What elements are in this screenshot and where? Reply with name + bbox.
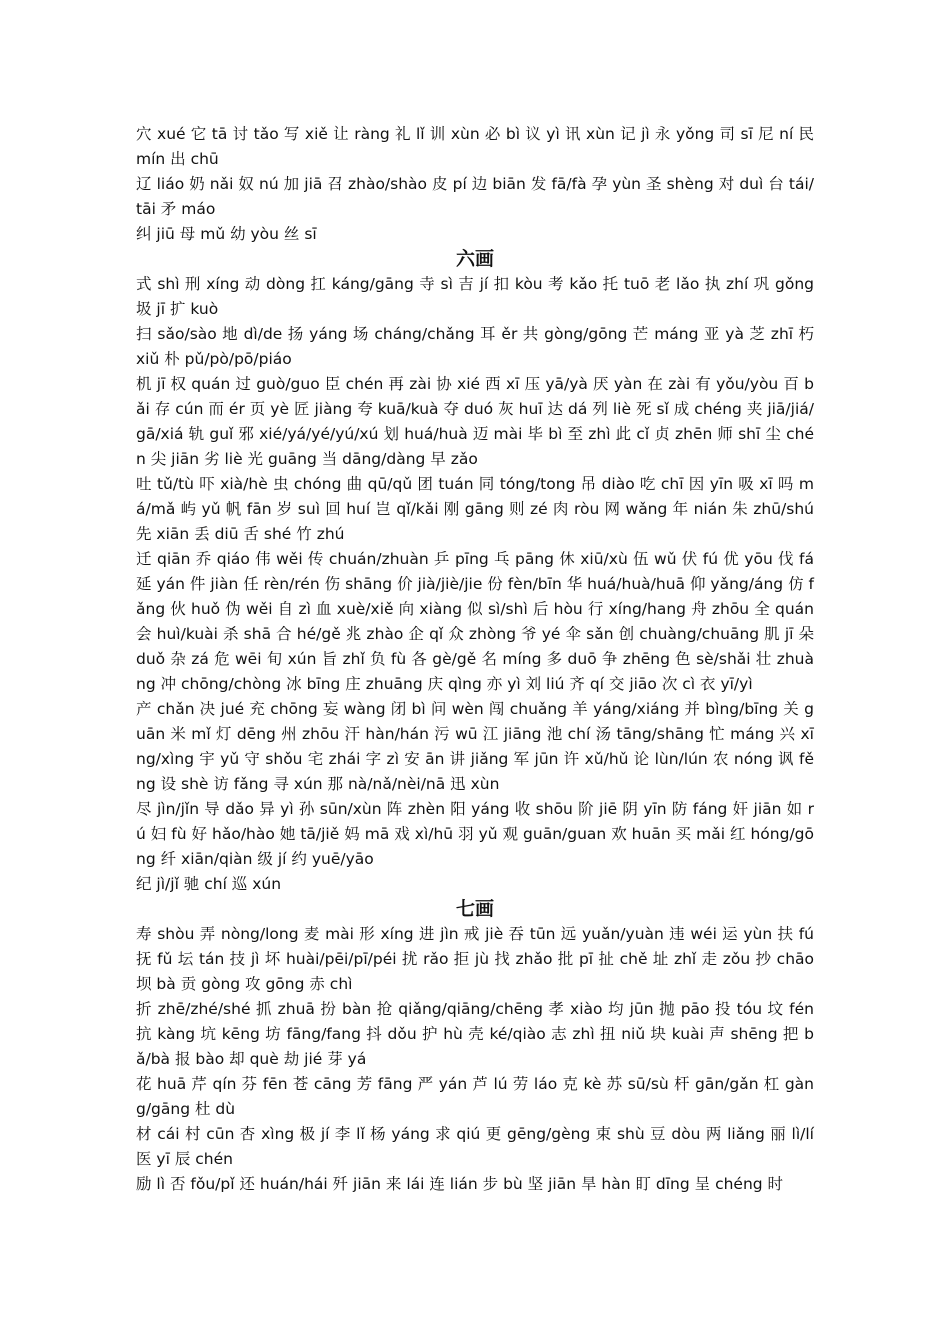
text-paragraph: 式 shì 刑 xíng 动 dòng 扛 káng/gāng 寺 sì 吉 jí 扣 kòu 考 kǎo 托 tuō 老 lǎo 执 zhí 巩 gǒng 圾 jī 扩 kuò xyxy=(136,275,814,318)
text-paragraph: 吐 tǔ/tù 吓 xià/hè 虫 chóng 曲 qū/qǔ 团 tuán 同 tóng/tong 吊 diào 吃 chī 因 yīn 吸 xī 吗 má/mǎ 屿 yǔ 帆 fān 岁 suì 回 huí 岂 qǐ/kǎi 刚 gāng 则 zé 肉 ròu 网 wǎng 年 nián 朱 zhū/shú 先 xiān 丢 diū 舌 shé 竹 zhú xyxy=(136,475,814,543)
text-paragraph: 迁 qiān 乔 qiáo 伟 wěi 传 chuán/zhuàn 乒 pīng 乓 pāng 休 xiū/xù 伍 wǔ 伏 fú 优 yōu 伐 fá 延 yán 件 jiàn 任 rèn/rén 伤 shāng 价 jià/jiè/jie 份 fèn/bīn 华 huá/huà/huā 仰 yǎng/áng 仿 fǎng 伙 huǒ 伪 wěi 自 zì 血 xuè/xiě 向 xiàng 似 sì/shì 后 hòu 行 xíng/hang 舟 zhōu 全 quán 会 huì/kuài 杀 shā 合 hé/gě 兆 zhào 企 qǐ 众 zhòng 爷 yé 伞 sǎn 创 chuàng/chuāng 肌 jī 朵 duǒ 杂 zá 危 wēi 旬 xún 旨 zhǐ 负 fù 各 gè/gě 名 míng 多 duō 争 zhēng 色 sè/shǎi 壮 zhuàng 冲 chōng/chòng 冰 bīng 庄 zhuāng 庆 qìng 亦 yì 刘 liú 齐 qí 交 jiāo 次 cì 衣 yī/yì xyxy=(136,550,814,693)
text-paragraph: 纠 jiū 母 mǔ 幼 yòu 丝 sī xyxy=(136,225,317,243)
text-paragraph: 扫 sǎo/sào 地 dì/de 扬 yáng 场 cháng/chǎng 耳 ěr 共 gòng/gōng 芒 máng 亚 yà 芝 zhī 朽 xiǔ 朴 pǔ/pò/pō/piáo xyxy=(136,325,814,368)
document-page xyxy=(136,122,814,1197)
text-paragraph: 穴 xué 它 tā 讨 tǎo 写 xiě 让 ràng 礼 lǐ 训 xùn 必 bì 议 yì 讯 xùn 记 jì 永 yǒng 司 sī 尼 ní 民 mín 出 chū xyxy=(136,125,814,168)
text-paragraph: 尽 jìn/jǐn 导 dǎo 异 yì 孙 sūn/xùn 阵 zhèn 阳 yáng 收 shōu 阶 jiē 阴 yīn 防 fáng 奸 jiān 如 rú 妇 fù 好 hǎo/hào 她 tā/jiě 妈 mā 戏 xì/hū 羽 yǔ 观 guān/guan 欢 huān 买 mǎi 红 hóng/gōng 纤 xiān/qiàn 级 jí 约 yuē/yāo xyxy=(136,800,814,868)
text-paragraph: 励 lì 否 fǒu/pǐ 还 huán/hái 歼 jiān 来 lái 连 lián 步 bù 坚 jiān 旱 hàn 盯 dīng 呈 chéng 时 xyxy=(136,1175,784,1193)
text-paragraph: 折 zhē/zhé/shé 抓 zhuā 扮 bàn 抢 qiǎng/qiāng/chēng 孝 xiào 均 jūn 抛 pāo 投 tóu 坟 fén 抗 kàng 坑 kēng 坊 fāng/fang 抖 dǒu 护 hù 壳 ké/qiào 志 zhì 扭 niǔ 块 kuài 声 shēng 把 bǎ/bà 报 bào 却 què 劫 jié 芽 yá xyxy=(136,1000,814,1068)
text-paragraph: 寿 shòu 弄 nòng/long 麦 mài 形 xíng 进 jìn 戒 jiè 吞 tūn 远 yuǎn/yuàn 违 wéi 运 yùn 扶 fú 抚 fǔ 坛 tán 技 jì 坏 huài/pēi/pī/péi 扰 rǎo 拒 jù 找 zhǎo 批 pī 扯 chě 址 zhǐ 走 zǒu 抄 chāo 坝 bà 贡 gòng 攻 gōng 赤 chì xyxy=(136,925,814,993)
text-paragraph: 花 huā 芹 qín 芬 fēn 苍 cāng 芳 fāng 严 yán 芦 lú 劳 láo 克 kè 苏 sū/sù 杆 gān/gǎn 杠 gàng/gāng 杜 dù xyxy=(136,1075,814,1118)
text-paragraph: 产 chǎn 决 jué 充 chōng 妄 wàng 闭 bì 问 wèn 闯 chuǎng 羊 yáng/xiáng 并 bìng/bīng 关 guān 米 mǐ 灯 dēng 州 zhōu 汗 hàn/hán 污 wū 江 jiāng 池 chí 汤 tāng/shāng 忙 máng 兴 xīng/xìng 宇 yǔ 守 shǒu 宅 zhái 字 zì 安 ān 讲 jiǎng 军 jūn 许 xǔ/hǔ 论 lùn/lún 农 nóng 讽 fěng 设 shè 访 fǎng 寻 xún 那 nà/nǎ/nèi/nā 迅 xùn xyxy=(136,700,814,793)
text-paragraph: 纪 jì/jǐ 驰 chí 巡 xún xyxy=(136,875,282,893)
section-heading-seven-strokes: 七画 xyxy=(455,898,494,920)
text-paragraph: 机 jī 权 quán 过 guò/guo 臣 chén 再 zài 协 xié 西 xī 压 yā/yà 厌 yàn 在 zài 有 yǒu/yòu 百 bǎi 存 cún 而 ér 页 yè 匠 jiàng 夸 kuā/kuà 夺 duó 灰 huī 达 dá 列 liè 死 sǐ 成 chéng 夹 jiā/jiá/gā/xiá 轨 guǐ 邪 xié/yá/yé/yú/xú 划 huá/huà 迈 mài 毕 bì 至 zhì 此 cǐ 贞 zhēn 师 shī 尘 chén 尖 jiān 劣 liè 光 guāng 当 dāng/dàng 早 zǎo xyxy=(136,375,814,468)
text-paragraph: 材 cái 村 cūn 杏 xìng 极 jí 李 lǐ 杨 yáng 求 qiú 更 gēng/gèng 束 shù 豆 dòu 两 liǎng 丽 lì/lí 医 yī 辰 chén xyxy=(136,1125,814,1168)
section-heading-six-strokes: 六画 xyxy=(455,248,494,270)
text-paragraph: 辽 liáo 奶 nǎi 奴 nú 加 jiā 召 zhào/shào 皮 pí 边 biān 发 fā/fà 孕 yùn 圣 shèng 对 duì 台 tái/tāi 矛 máo xyxy=(136,175,814,218)
